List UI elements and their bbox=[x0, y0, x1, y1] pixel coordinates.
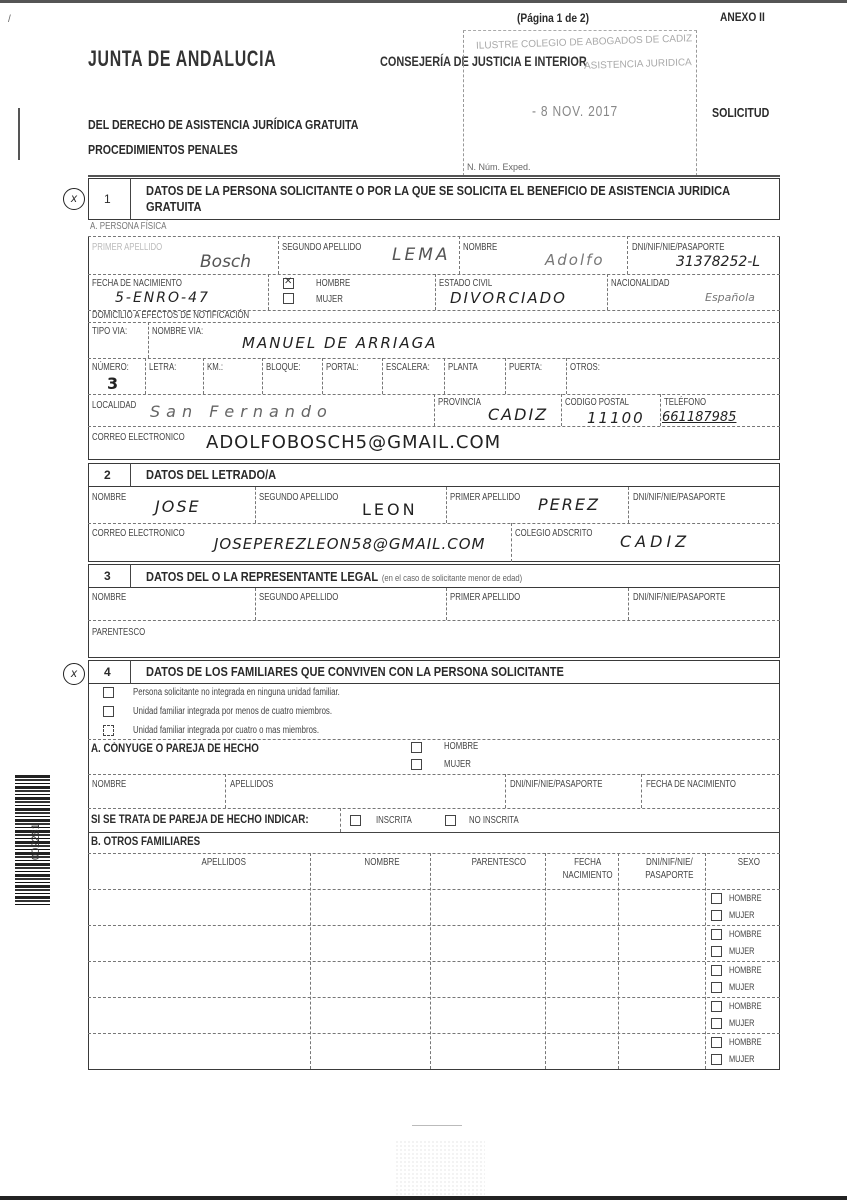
value-primer-apellido[interactable]: Bosch bbox=[200, 252, 252, 272]
divider bbox=[255, 487, 256, 523]
table-row bbox=[88, 1033, 780, 1069]
section3-title bbox=[146, 568, 522, 586]
table-cell-parentesco[interactable] bbox=[430, 925, 545, 961]
value-letrado-primer-apellido[interactable]: PEREZ bbox=[538, 495, 600, 514]
divider bbox=[660, 394, 661, 426]
label-tipo-via: TIPO VIA: bbox=[92, 326, 128, 337]
label-colegio: COLEGIO ADSCRITO bbox=[515, 528, 593, 539]
table-cell-dni[interactable] bbox=[618, 961, 705, 997]
checkbox-spouse-hombre[interactable] bbox=[411, 742, 422, 753]
table-cell-nombre[interactable] bbox=[310, 961, 430, 997]
table-cell-fecha[interactable] bbox=[545, 1033, 618, 1069]
table-cell-apellidos[interactable] bbox=[88, 889, 310, 925]
value-colegio[interactable]: CADIZ bbox=[620, 532, 691, 551]
others-title: B. OTROS FAMILIARES bbox=[91, 836, 201, 848]
section2-number-divider bbox=[130, 463, 131, 487]
label-sexo-mujer: MUJER bbox=[729, 910, 755, 921]
form-title-line1: DEL DERECHO DE ASISTENCIA JURÍDICA GRATUITA bbox=[88, 118, 359, 132]
header-divider bbox=[88, 175, 780, 177]
table-cell-dni[interactable] bbox=[618, 1033, 705, 1069]
checkbox-mujer[interactable] bbox=[283, 293, 294, 304]
label-telefono: TELÉFONO bbox=[664, 397, 707, 408]
value-codigo-postal[interactable]: 11100 bbox=[587, 409, 645, 427]
section2-number: 2 bbox=[104, 468, 111, 482]
label-spouse-mujer: MUJER bbox=[444, 759, 471, 770]
checkbox-option-1[interactable] bbox=[103, 706, 114, 717]
label-otros: OTROS: bbox=[570, 362, 600, 373]
stamp-exped-label: N. Núm. Exped. bbox=[467, 162, 531, 172]
table-cell-fecha[interactable] bbox=[545, 997, 618, 1033]
divider bbox=[459, 236, 460, 274]
divider bbox=[88, 774, 780, 775]
divider bbox=[148, 322, 149, 358]
label-rep-segundo-apellido: SEGUNDO APELLIDO bbox=[259, 592, 339, 603]
divider bbox=[340, 808, 341, 832]
label-domicilio: DOMICILIO A EFECTOS DE NOTIFICACIÓN bbox=[92, 310, 250, 321]
label-nombre-via: NOMBRE VIA: bbox=[152, 326, 204, 337]
divider bbox=[88, 358, 780, 359]
checkbox-sexo-mujer[interactable] bbox=[711, 910, 722, 921]
label-sexo-hombre: HOMBRE bbox=[729, 929, 762, 940]
table-cell-fecha[interactable] bbox=[545, 925, 618, 961]
divider bbox=[434, 394, 435, 426]
table-cell-nombre[interactable] bbox=[310, 997, 430, 1033]
value-nombre[interactable]: Adolfo bbox=[545, 251, 605, 269]
divider bbox=[607, 274, 608, 310]
divider bbox=[203, 358, 204, 394]
value-letrado-segundo-apellido[interactable]: LEON bbox=[362, 500, 418, 519]
table-cell-apellidos[interactable] bbox=[88, 1033, 310, 1069]
signature-scribble bbox=[412, 1125, 462, 1126]
barcode-number: 002261 bbox=[30, 823, 42, 860]
section4-title: DATOS DE LOS FAMILIARES QUE CONVIVEN CON LA PERSONA SOLICITANTE bbox=[146, 664, 564, 679]
table-header-label: NOMBRE bbox=[364, 857, 400, 868]
divider bbox=[511, 523, 512, 562]
label-rep-primer-apellido: PRIMER APELLIDO bbox=[450, 592, 521, 603]
stamp-line2: ASISTENCIA JURIDICA bbox=[583, 57, 692, 72]
table-row bbox=[88, 997, 780, 1033]
table-header-top bbox=[88, 853, 780, 854]
label-hombre: HOMBRE bbox=[316, 278, 351, 289]
label-nacionalidad: NACIONALIDAD bbox=[611, 278, 670, 289]
label-escalera: ESCALERA: bbox=[386, 362, 430, 373]
label-letra: LETRA: bbox=[149, 362, 177, 373]
table-header-label: FECHA NACIMIENTO bbox=[562, 857, 613, 881]
table-header-cell bbox=[545, 856, 618, 882]
option-label-0: Persona solicitante no integrada en ninguna unidad familiar. bbox=[133, 687, 340, 698]
label-sexo-mujer: MUJER bbox=[729, 946, 755, 957]
label-portal: PORTAL: bbox=[326, 362, 359, 373]
form-title-line2: PROCEDIMIENTOS PENALES bbox=[88, 143, 238, 157]
divider bbox=[88, 274, 780, 275]
section1-number: 1 bbox=[104, 192, 111, 206]
table-row bbox=[88, 925, 780, 961]
label-letrado-correo: CORREO ELECTRONICO bbox=[92, 528, 185, 539]
divider bbox=[88, 426, 780, 427]
section2-title: DATOS DEL LETRADO/A bbox=[146, 467, 277, 482]
divider bbox=[446, 487, 447, 523]
stamp-line1: ILUSTRE COLEGIO DE ABOGADOS DE CADIZ bbox=[475, 33, 693, 52]
table-cell-nombre[interactable] bbox=[310, 889, 430, 925]
divider bbox=[88, 236, 780, 237]
divider bbox=[505, 774, 506, 808]
label-sexo-mujer: MUJER bbox=[729, 1054, 755, 1065]
option-label-1: Unidad familiar integrada por menos de cuatro miembros. bbox=[133, 706, 332, 717]
label-mujer: MUJER bbox=[316, 294, 343, 305]
checkbox-sexo-hombre[interactable] bbox=[711, 1037, 722, 1048]
value-nombre-via[interactable]: MANUEL DE ARRIAGA bbox=[242, 334, 438, 352]
divider bbox=[225, 774, 226, 808]
table-header-cell bbox=[705, 856, 780, 869]
label-codigo-postal: CODIGO POSTAL bbox=[565, 397, 630, 408]
value-localidad[interactable]: San Fernando bbox=[150, 402, 333, 421]
checkbox-sexo-mujer[interactable] bbox=[711, 982, 722, 993]
divider bbox=[628, 487, 629, 523]
value-dni[interactable]: 31378252-L bbox=[676, 254, 761, 270]
label-sexo-mujer: MUJER bbox=[729, 982, 755, 993]
table-row bbox=[88, 961, 780, 997]
doc-type-label: SOLICITUD bbox=[712, 106, 770, 120]
checkbox-spouse-mujer[interactable] bbox=[411, 759, 422, 770]
value-segundo-apellido[interactable]: LEMA bbox=[392, 245, 451, 265]
label-numero: NÚMERO: bbox=[92, 362, 129, 373]
label-sexo-mujer: MUJER bbox=[729, 1018, 755, 1029]
divider bbox=[255, 588, 256, 620]
registration-stamp bbox=[463, 30, 697, 176]
label-letrado-nombre: NOMBRE bbox=[92, 492, 127, 503]
table-header-cell bbox=[430, 856, 545, 869]
table-cell-apellidos[interactable] bbox=[88, 925, 310, 961]
checkbox-sexo-hombre[interactable] bbox=[711, 1001, 722, 1012]
label-sexo-hombre: HOMBRE bbox=[729, 965, 762, 976]
label-rep-parentesco: PARENTESCO bbox=[92, 627, 146, 638]
label-sexo-hombre: HOMBRE bbox=[729, 1037, 762, 1048]
pareja-hecho-label: SI SE TRATA DE PAREJA DE HECHO INDICAR: bbox=[91, 814, 309, 826]
margin-circle-mark-4: x bbox=[63, 663, 85, 685]
value-fecha-nacimiento[interactable]: 5-ENRO-47 bbox=[115, 290, 210, 306]
divider bbox=[262, 358, 263, 394]
table-cell-parentesco[interactable] bbox=[430, 961, 545, 997]
table-cell-fecha[interactable] bbox=[545, 889, 618, 925]
divider bbox=[278, 236, 279, 274]
scan-noise bbox=[395, 1140, 485, 1195]
checkbox-sexo-hombre[interactable] bbox=[711, 965, 722, 976]
label-estado-civil: ESTADO CIVIL bbox=[439, 278, 493, 289]
table-cell-apellidos[interactable] bbox=[88, 997, 310, 1033]
table-header-cell bbox=[310, 856, 430, 869]
section3-title-main: DATOS DEL O LA REPRESENTANTE LEGAL bbox=[146, 569, 379, 584]
label-inscrita: INSCRITA bbox=[376, 815, 412, 826]
section1-subtitle: A. PERSONA FÍSICA bbox=[90, 221, 167, 232]
divider bbox=[435, 274, 436, 310]
divider bbox=[628, 588, 629, 620]
label-provincia: PROVINCIA bbox=[438, 397, 481, 408]
label-nombre: NOMBRE bbox=[463, 242, 498, 253]
page-indicator: (Página 1 de 2) bbox=[517, 11, 589, 25]
option-label-2: Unidad familiar integrada por cuatro o mas miembros. bbox=[133, 725, 319, 736]
label-no-inscrita: NO INSCRITA bbox=[469, 815, 519, 826]
label-puerta: PUERTA: bbox=[509, 362, 543, 373]
divider bbox=[268, 274, 269, 310]
corner-tick-mark: / bbox=[8, 14, 11, 25]
table-row bbox=[88, 889, 780, 925]
label-letrado-primer-apellido: PRIMER APELLIDO bbox=[450, 492, 521, 503]
label-planta: PLANTA bbox=[448, 362, 478, 373]
divider bbox=[88, 832, 780, 833]
checkbox-option-0[interactable] bbox=[103, 687, 114, 698]
label-rep-dni: DNI/NIF/NIE/PASAPORTE bbox=[633, 592, 726, 603]
label-rep-nombre: NOMBRE bbox=[92, 592, 127, 603]
divider bbox=[88, 620, 780, 621]
label-sexo-hombre: HOMBRE bbox=[729, 1001, 762, 1012]
divider bbox=[627, 236, 628, 274]
department-name: CONSEJERÍA DE JUSTICIA E INTERIOR bbox=[380, 53, 587, 69]
margin-circle-mark-1: x bbox=[63, 188, 85, 210]
table-header-label: APELLIDOS bbox=[201, 857, 246, 868]
checkbox-no-inscrita[interactable] bbox=[445, 815, 456, 826]
checkbox-inscrita[interactable] bbox=[350, 815, 361, 826]
logo-junta-andalucia: JUNTA DE ANDALUCIA bbox=[88, 46, 277, 71]
label-letrado-dni: DNI/NIF/NIE/PASAPORTE bbox=[633, 492, 726, 503]
table-cell-dni[interactable] bbox=[618, 925, 705, 961]
divider bbox=[444, 358, 445, 394]
table-cell-apellidos[interactable] bbox=[88, 961, 310, 997]
label-spouse-nombre: NOMBRE bbox=[92, 779, 127, 790]
checkbox-sexo-hombre[interactable] bbox=[711, 893, 722, 904]
divider bbox=[88, 739, 780, 740]
section3-number-divider bbox=[130, 564, 131, 588]
table-cell-fecha[interactable] bbox=[545, 961, 618, 997]
table-header-cell bbox=[618, 856, 705, 882]
label-letrado-segundo-apellido: SEGUNDO APELLIDO bbox=[259, 492, 339, 503]
divider bbox=[88, 322, 780, 323]
label-fecha-nacimiento: FECHA DE NACIMIENTO bbox=[92, 278, 183, 289]
table-header-cell bbox=[88, 856, 310, 869]
table-cell-parentesco[interactable] bbox=[430, 997, 545, 1033]
divider bbox=[446, 588, 447, 620]
divider bbox=[641, 774, 642, 808]
section1-number-divider bbox=[130, 178, 131, 220]
table-header-label: DNI/NIF/NIE/ PASAPORTE bbox=[645, 857, 694, 881]
value-letrado-nombre[interactable]: JOSE bbox=[155, 497, 201, 516]
value-letrado-correo[interactable]: JOSEPEREZLEON58@GMAIL.COM bbox=[214, 535, 486, 553]
section3-title-note: (en el caso de solicitante menor de edad) bbox=[381, 573, 523, 583]
section1-title: DATOS DE LA PERSONA SOLICITANTE O POR LA QUE SE SOLICITA EL BENEFICIO DE ASISTENCIA JURIDICA GRATUITA bbox=[146, 183, 730, 214]
checkbox-hombre[interactable] bbox=[283, 278, 294, 289]
section4-number-divider bbox=[130, 660, 131, 684]
value-nacionalidad[interactable]: Española bbox=[705, 291, 755, 304]
divider bbox=[88, 523, 780, 524]
label-spouse-fecha: FECHA DE NACIMIENTO bbox=[646, 779, 737, 790]
value-estado-civil[interactable]: DIVORCIADO bbox=[450, 289, 567, 307]
label-segundo-apellido: SEGUNDO APELLIDO bbox=[282, 242, 362, 253]
divider bbox=[505, 358, 506, 394]
stamp-date: - 8 NOV. 2017 bbox=[532, 103, 619, 120]
divider bbox=[322, 358, 323, 394]
divider bbox=[88, 808, 780, 809]
divider bbox=[566, 358, 567, 394]
label-localidad: LOCALIDAD bbox=[92, 400, 137, 411]
spouse-title: A. CÓNYUGE O PAREJA DE HECHO bbox=[91, 743, 259, 755]
value-provincia[interactable]: CADIZ bbox=[488, 405, 549, 424]
value-telefono[interactable]: 661187985 bbox=[662, 410, 737, 425]
left-margin-mark bbox=[18, 108, 20, 160]
table-cell-nombre[interactable] bbox=[310, 925, 430, 961]
checkbox-sexo-mujer[interactable] bbox=[711, 1018, 722, 1029]
table-header-label: SEXO bbox=[737, 857, 760, 868]
label-km: KM.: bbox=[207, 362, 224, 373]
divider bbox=[145, 358, 146, 394]
value-numero[interactable]: 3 bbox=[107, 374, 119, 393]
annex-label: ANEXO II bbox=[720, 10, 765, 24]
label-bloque: BLOQUE: bbox=[266, 362, 301, 373]
table-cell-parentesco[interactable] bbox=[430, 889, 545, 925]
checkbox-sexo-mujer[interactable] bbox=[711, 1054, 722, 1065]
label-spouse-apellidos: APELLIDOS bbox=[230, 779, 274, 790]
section3-number: 3 bbox=[104, 569, 111, 583]
checkbox-sexo-hombre[interactable] bbox=[711, 929, 722, 940]
table-header-label: PARENTESCO bbox=[471, 857, 527, 868]
label-correo: CORREO ELECTRONICO bbox=[92, 432, 185, 443]
checkbox-sexo-mujer[interactable] bbox=[711, 946, 722, 957]
label-spouse-hombre: HOMBRE bbox=[444, 741, 479, 752]
divider bbox=[382, 358, 383, 394]
label-dni: DNI/NIF/NIE/PASAPORTE bbox=[632, 242, 725, 253]
label-spouse-dni: DNI/NIF/NIE/PASAPORTE bbox=[510, 779, 603, 790]
table-cell-dni[interactable] bbox=[618, 997, 705, 1033]
section4-number: 4 bbox=[104, 665, 111, 679]
label-primer-apellido: PRIMER APELLIDO bbox=[92, 242, 163, 253]
label-sexo-hombre: HOMBRE bbox=[729, 893, 762, 904]
scan-bottom-edge bbox=[0, 1196, 847, 1200]
table-cell-dni[interactable] bbox=[618, 889, 705, 925]
scan-top-edge bbox=[0, 0, 847, 3]
divider bbox=[561, 394, 562, 426]
checkbox-option-2[interactable] bbox=[103, 725, 114, 736]
table-cell-nombre[interactable] bbox=[310, 1033, 430, 1069]
value-correo[interactable]: ADOLFOBOSCH5@GMAIL.COM bbox=[206, 432, 502, 453]
table-cell-parentesco[interactable] bbox=[430, 1033, 545, 1069]
